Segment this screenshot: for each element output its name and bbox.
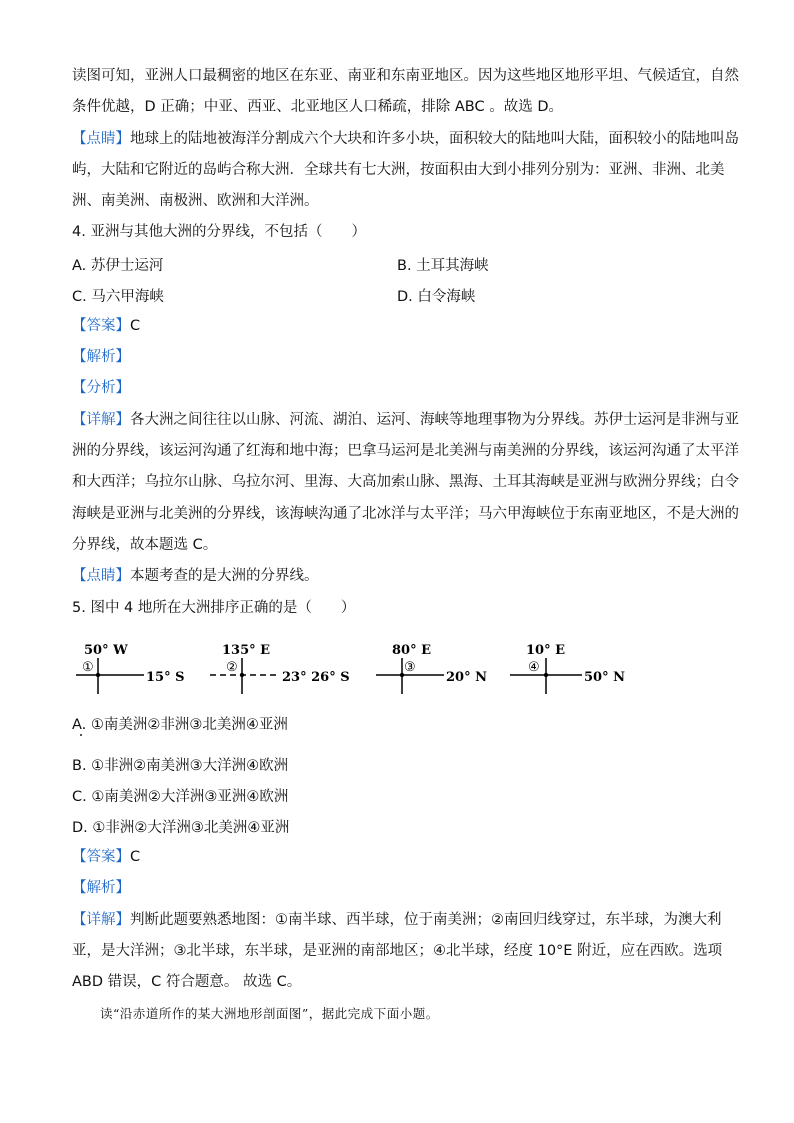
q4-fenxi-tag: 【分析】 [72, 380, 130, 396]
q5-option-c: C. ①南美洲②大洋洲③亚洲④欧洲 [72, 789, 289, 805]
text-line: 洲、南美洲、南极洲、欧洲和大洋洲。 [72, 193, 319, 209]
q5-detail [72, 910, 722, 930]
longitude-label: 135° E [222, 643, 271, 658]
point-number: ③ [404, 660, 416, 675]
q4-option-b: B. 土耳其海峡 [397, 258, 489, 274]
location-dot [96, 673, 100, 677]
longitude-label: 50° W [84, 643, 128, 658]
latitude-label: 20° N [446, 670, 487, 685]
text-line: 读图可知，亚洲人口最稠密的地区在东亚、南亚和东南亚地区。因为这些地区地形平坦、气候适宜，自然 [72, 68, 739, 84]
q4-option-c: C. 马六甲海峡 [72, 289, 164, 305]
location-dot [240, 673, 244, 677]
q4-detail [72, 410, 739, 430]
longitude-label: 80° E [392, 643, 432, 658]
text-line: 和大西洋；乌拉尔山脉、乌拉尔河、里海、大高加索山脉、黑海、土耳其海峡是亚洲与欧洲分界线；白令 [72, 474, 739, 490]
point-text: 地球上的陆地被海洋分割成六个大块和许多小块，面积较大的陆地叫大陆，面积较小的陆地叫岛 [130, 131, 739, 147]
point-tag: 【点睛】 [72, 568, 130, 584]
answer-tag: 【答案】 [72, 318, 130, 334]
q5-jiexi-tag: 【解析】 [72, 880, 130, 896]
text-line: 亚，是大洋洲；③北半球，东半球，是亚洲的南部地区；④北半球，经度 10°E 附近，应在西欧。选项 [72, 943, 723, 959]
longitude-label: 10° E [526, 643, 566, 658]
detail-tag: 【详解】 [72, 412, 130, 428]
q4-option-d: D. 白令海峡 [397, 289, 476, 305]
q4-jiexi-tag: 【解析】 [72, 349, 130, 365]
text-line [72, 129, 739, 149]
q4-option-a: A. 苏伊士运河 [72, 258, 164, 274]
q5-option-d: D. ①非洲②大洋洲③北美洲④亚洲 [72, 820, 290, 836]
detail-text: 各大洲之间往往以山脉、河流、湖泊、运河、海峡等地理事物为分界线。苏伊士运河是非洲与亚 [130, 412, 739, 428]
question-5-stem: 5. 图中 4 地所在大洲排序正确的是（ ） [72, 600, 356, 616]
point-number: ④ [528, 660, 540, 675]
point-number: ② [226, 660, 238, 675]
text-line: ABD 错误，C 符合题意。 故选 C。 [72, 974, 302, 990]
point-number: ① [82, 660, 94, 675]
q5-option-b: B. ①非洲②南美洲③大洋洲④欧洲 [72, 758, 289, 774]
text-line: 屿，大陆和它附近的岛屿合称大洲．全球共有七大洲，按面积由大到小排列分别为：亚洲、非洲、北美 [72, 162, 725, 178]
stray-mark [80, 734, 82, 736]
text-line: 洲的分界线，该运河沟通了红海和地中海；巴拿马运河是北美洲与南美洲的分界线，该运河沟通了太平洋 [72, 443, 739, 459]
question-4-stem: 4. 亚洲与其他大洲的分界线，不包括（ ） [72, 224, 366, 240]
latitude-label: 50° N [584, 670, 625, 685]
latitude-label: 15° S [146, 670, 185, 685]
text-line: 海峡是亚洲与北美洲的分界线，该海峡沟通了北冰洋与太平洋；马六甲海峡位于东南亚地区，不是大洲的 [72, 506, 739, 522]
detail-tag: 【详解】 [72, 912, 130, 928]
q5-answer [72, 847, 140, 867]
latitude-label: 23° 26° S [282, 670, 350, 685]
text-line: 分界线，故本题选 C。 [72, 537, 218, 553]
q4-answer [72, 316, 140, 336]
answer-value: C [130, 849, 141, 865]
answer-value: C [130, 318, 141, 334]
detail-text: 判断此题要熟悉地图：①南半球、西半球，位于南美洲；②南回归线穿过，东半球，为澳大利 [130, 912, 722, 928]
point-tag: 【点睛】 [72, 131, 130, 147]
coordinate-figure [60, 632, 660, 704]
location-dot [544, 673, 548, 677]
q5-option-a: A. ①南美洲②非洲③北美洲④亚洲 [72, 717, 288, 733]
reading-note: 读“沿赤道所作的某大洲地形剖面图”，据此完成下面小题。 [100, 1006, 439, 1021]
text-line: 条件优越，D 正确；中亚、西亚、北亚地区人口稀疏，排除 ABC 。故选 D。 [72, 99, 564, 115]
point-text: 本题考查的是大洲的分界线。 [130, 568, 319, 584]
answer-tag: 【答案】 [72, 849, 130, 865]
q4-point [72, 566, 319, 586]
